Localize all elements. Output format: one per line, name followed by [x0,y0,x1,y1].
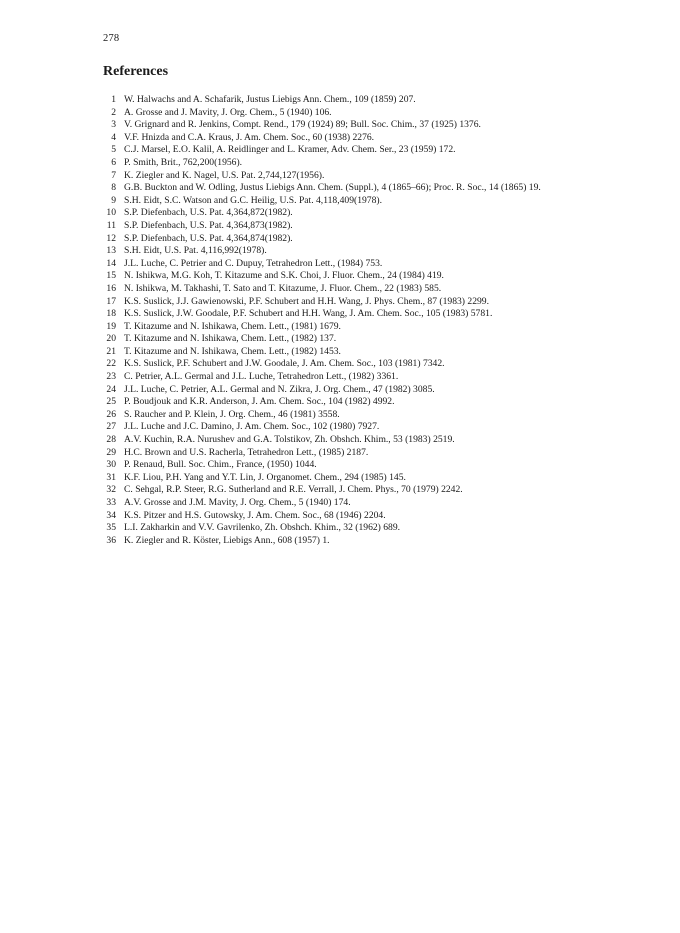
reference-text: S.P. Diefenbach, U.S. Pat. 4,364,872(1982). [124,207,293,219]
reference-number: 11 [106,219,116,231]
reference-item [96,358,616,371]
reference-item [96,207,616,220]
reference-text: T. Kitazume and N. Ishikawa, Chem. Lett., (1982) 137. [124,333,337,345]
reference-number: 6 [111,156,116,168]
reference-number: 14 [106,257,116,269]
reference-number: 27 [106,421,116,433]
reference-text: J.L. Luche, C. Petrier, A.L. Germal and N. Zikra, J. Org. Chem., 47 (1982) 3085. [124,383,435,395]
reference-number: 1 [111,94,116,105]
reference-text: A.V. Kuchin, R.A. Nurushev and G.A. Tolstikov, Zh. Obshch. Khim., 53 (1983) 2519. [124,434,455,446]
reference-number: 29 [106,446,116,458]
reference-text: K.S. Suslick, J.W. Goodale, P.F. Schubert and H.H. Wang, J. Am. Chem. Soc., 105 (1983) 5781. [124,308,493,320]
reference-number: 15 [106,270,116,282]
reference-item [96,220,616,233]
reference-text: S.H. Eidt, U.S. Pat. 4,116,992(1978). [124,245,267,257]
reference-text: N. Ishikwa, M.G. Koh, T. Kitazume and S.K. Choi, J. Fluor. Chem., 24 (1984) 419. [124,270,444,282]
reference-number: 26 [106,408,116,420]
reference-item [96,421,616,434]
reference-number: 21 [106,345,116,357]
reference-text: K.S. Suslick, J.J. Gawienowski, P.F. Schubert and H.H. Wang, J. Phys. Chem., 87 (1983) 2299. [124,295,489,307]
reference-number: 9 [111,194,116,206]
reference-text: S.P. Diefenbach, U.S. Pat. 4,364,874(1982). [124,232,293,244]
reference-number: 18 [106,308,116,320]
reference-number: 5 [111,144,116,156]
reference-item [96,132,616,145]
reference-number: 7 [111,169,116,181]
reference-item [96,157,616,170]
reference-number: 12 [106,232,116,244]
reference-number: 32 [106,484,116,496]
reference-item [96,409,616,422]
reference-text: V.F. Hnizda and C.A. Kraus, J. Am. Chem. Soc., 60 (1938) 2276. [124,131,375,143]
reference-text: K.F. Liou, P.H. Yang and Y.T. Lin, J. Organomet. Chem., 294 (1985) 145. [124,471,406,483]
reference-text: C. Petrier, A.L. Germal and J.L. Luche, Tetrahedron Lett., (1982) 3361. [124,371,399,383]
reference-item [96,459,616,472]
reference-text: T. Kitazume and N. Ishikawa, Chem. Lett., (1981) 1679. [124,320,341,332]
reference-item [96,333,616,346]
reference-item [96,107,616,120]
reference-item [96,94,616,107]
reference-number: 24 [106,383,116,395]
reference-item [96,119,616,132]
reference-item [96,270,616,283]
reference-item [96,245,616,258]
reference-text: S.P. Diefenbach, U.S. Pat. 4,364,873(1982). [124,219,293,231]
reference-item [96,522,616,535]
reference-item [96,396,616,409]
reference-text: K.S. Pitzer and H.S. Gutowsky, J. Am. Chem. Soc., 68 (1946) 2204. [124,509,386,521]
reference-number: 34 [106,509,116,521]
reference-text: C.J. Marsel, E.O. Kalil, A. Reidlinger and L. Kramer, Adv. Chem. Ser., 23 (1959) 172. [124,144,456,156]
reference-text: A. Grosse and J. Mavity, J. Org. Chem., 5 (1940) 106. [124,106,332,118]
reference-number: 33 [106,497,116,508]
reference-item [96,484,616,497]
reference-item [96,182,616,195]
reference-number: 8 [111,182,116,194]
reference-number: 16 [106,282,116,294]
reference-item [96,371,616,384]
reference-item [96,510,616,523]
reference-item [96,195,616,208]
reference-item [96,308,616,321]
reference-text: K. Ziegler and R. Köster, Liebigs Ann., 608 (1957) 1. [124,534,330,546]
reference-item [96,233,616,246]
reference-text: S.H. Eidt, S.C. Watson and G.C. Heilig, U.S. Pat. 4,118,409(1978). [124,194,382,206]
reference-text: K. Ziegler and K. Nagel, U.S. Pat. 2,744,127(1956). [124,169,325,181]
reference-number: 19 [106,320,116,332]
reference-number: 35 [106,522,116,534]
reference-number: 10 [106,207,116,219]
reference-text: V. Grignard and R. Jenkins, Compt. Rend., 179 (1924) 89; Bull. Soc. Chim., 37 (1925) 1376. [124,119,481,131]
reference-list [96,94,616,547]
reference-text: J.L. Luche and J.C. Damino, J. Am. Chem. Soc., 102 (1980) 7927. [124,421,380,433]
reference-number: 22 [106,358,116,370]
reference-number: 2 [111,106,116,118]
reference-number: 4 [111,131,116,143]
reference-text: P. Smith, Brit., 762,200(1956). [124,156,243,168]
reference-item [96,144,616,157]
reference-item [96,497,616,510]
reference-number: 20 [106,333,116,345]
reference-text: P. Boudjouk and K.R. Anderson, J. Am. Chem. Soc., 104 (1982) 4992. [124,396,395,408]
reference-item [96,384,616,397]
reference-number: 36 [106,534,116,546]
reference-text: C. Sehgal, R.P. Steer, R.G. Sutherland and R.E. Verrall, J. Chem. Phys., 70 (1979) 2242. [124,484,463,496]
reference-item [96,472,616,485]
reference-item [96,170,616,183]
page-number: 278 [103,33,120,44]
reference-number: 25 [106,396,116,408]
reference-number: 31 [106,471,116,483]
reference-text: H.C. Brown and U.S. Racherla, Tetrahedron Lett., (1985) 2187. [124,446,369,458]
reference-text: G.B. Buckton and W. Odling, Justus Liebigs Ann. Chem. (Suppl.), 4 (1865–66); Proc. R. Soc., 14 (1865) 19. [124,182,541,194]
reference-text: J.L. Luche, C. Petrier and C. Dupuy, Tetrahedron Lett., (1984) 753. [124,257,383,269]
section-title: References [103,64,169,79]
reference-text: N. Ishikwa, M. Takhashi, T. Sato and T. Kitazume, J. Fluor. Chem., 22 (1983) 585. [124,282,442,294]
reference-text: W. Halwachs and A. Schafarik, Justus Liebigs Ann. Chem., 109 (1859) 207. [124,94,416,105]
reference-number: 17 [106,295,116,307]
reference-item [96,447,616,460]
reference-item [96,346,616,359]
reference-item [96,283,616,296]
reference-text: S. Raucher and P. Klein, J. Org. Chem., 46 (1981) 3558. [124,408,340,420]
reference-number: 13 [106,245,116,257]
reference-text: T. Kitazume and N. Ishikawa, Chem. Lett., (1982) 1453. [124,345,341,357]
reference-number: 3 [111,119,116,131]
reference-item [96,321,616,334]
reference-number: 23 [106,371,116,383]
reference-text: P. Renaud, Bull. Soc. Chim., France, (1950) 1044. [124,459,317,471]
reference-number: 30 [106,459,116,471]
reference-number: 28 [106,434,116,446]
reference-item [96,535,616,548]
reference-item [96,258,616,271]
reference-text: K.S. Suslick, P.F. Schubert and J.W. Goodale, J. Am. Chem. Soc., 103 (1981) 7342. [124,358,445,370]
reference-item [96,296,616,309]
reference-text: L.I. Zakharkin and V.V. Gavrilenko, Zh. Obshch. Khim., 32 (1962) 689. [124,522,401,534]
reference-text: A.V. Grosse and J.M. Mavity, J. Org. Chem., 5 (1940) 174. [124,497,351,508]
reference-item [96,434,616,447]
